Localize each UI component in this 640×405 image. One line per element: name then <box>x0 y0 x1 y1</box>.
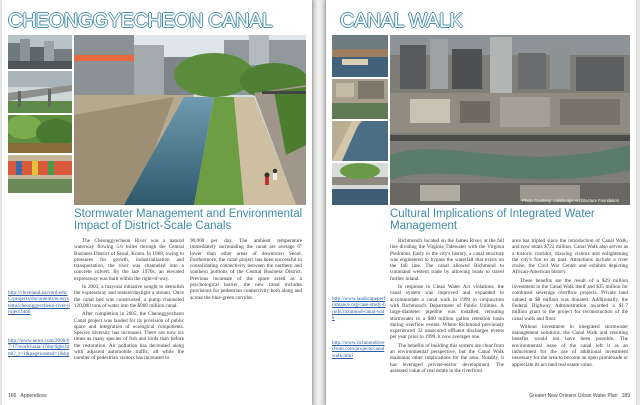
photo-richmond-aerial <box>390 35 630 205</box>
footer <box>8 393 47 399</box>
paragraph: The benefits of building this system are clear from an environmental perspective, but the Canal Walk maintains other implications for the area. Notably, it has leveraged private-sector development. The assessed value of real estate in the riverfront <box>390 342 504 374</box>
page-number: 189 <box>621 393 630 399</box>
photo-canal-bridge <box>332 163 388 205</box>
body-column-2 <box>190 238 302 303</box>
page-title: CHEONGGYECHEON CANAL <box>8 10 273 32</box>
paragraph: Richmond's located on the James River, at the fall line dividing the Virginia Tidewater with the Virginia Piedmont. Early in the city's history, a canal structure was engineered to bypass the waterfall that exists on the fall line. The canal allowed Richmond to command western trade by allowing boats to travel further inland. <box>390 238 504 282</box>
reference-link-1[interactable]: http://www.landscapeperformance.org/case-study-briefs/richmond-canal-walk <box>332 296 386 322</box>
body-column-1 <box>390 238 504 376</box>
page-title: CANAL WALK <box>340 10 463 32</box>
photo-canal-boat <box>332 35 388 77</box>
paragraph: These benefits are the result of a $29 million investment in the Canal Walk itself and $35 million for combined sewerage overflow projects. Private land valued at $8 million was donated. Additionally, the Federal Highway Administration awarded a $1.7 million grant to the project for reconstruction of the canal walls and floor. <box>512 277 628 322</box>
page-number: 166 <box>8 393 17 399</box>
section-subtitle: Cultural Implications of Integrated Water Management <box>390 208 595 232</box>
photo-canal-walk-path <box>332 121 388 161</box>
photo-skyline-old <box>8 35 72 69</box>
paragraph: Without investment in integrated stormwater management solutions, the Canal Walk and resulting benefits would not have been possible. The environmental issue of the canal left it as an inducement for the use of additional investment necessary for the area to become an open promenade or appreciate its accrued real estate value. <box>512 323 628 368</box>
photo-cheonggyecheon-canal <box>74 35 306 205</box>
paragraph: After completion in 2005, the Cheonggyecheon Canal project was lauded for its provision of public space and integration of ecological components. Species diversity has increased. There are now six times as many species of fish and birds than before the restoration. Air pollution has decreased along with adjacent automobile traffic, all while the number of pedestrian visitors has increased to <box>74 311 184 362</box>
photo-greenery <box>8 115 72 153</box>
paragraph: The Cheonggyecheon River was a natural waterway flowing 5.6 miles through the Central Business District of Seoul, Korea. In 1968, owing to pressures for growth, industrialization and transportation, the river was channeled into a concrete culvert. By the late 1970s, an elevated expressway was built within the right-of-way. <box>74 238 184 282</box>
photo-mural-wall <box>8 155 72 193</box>
reference-link-2[interactable]: http://www.richmondriverfront.com/projects/canalwalk.html <box>332 340 385 359</box>
paragraph: area has tripled since the introduction of Canal Walk, and now totals $722 million. Canal Walk also serves as a historic corridor, drawing visitors and enlightening the city's fun to its past. Attractions include a river cruise, the Civil War Center and exhibits depicting African-American history. <box>512 238 628 276</box>
right-page <box>326 0 636 405</box>
reference-link-2[interactable]: http://www.news.com/2008/07/17/world/asia/17daylight.html?_r=1&pagewanted=1&hp <box>8 338 70 357</box>
footer <box>529 393 630 399</box>
left-page <box>2 0 312 405</box>
book-gutter <box>312 0 326 405</box>
footer-label: Appendices <box>20 393 47 399</box>
footer-label: Greater New Orleans Urban Water Plan <box>529 393 618 399</box>
photo-riverfront-aerial <box>332 79 388 119</box>
section-subtitle: Stormwater Management and Environmental Impact of District-Scale Canals <box>74 208 303 232</box>
body-column-1 <box>74 238 184 364</box>
photo-credit: Photo Courtesy: Landscape Architecture Foundation <box>522 198 620 203</box>
body-column-2 <box>512 238 628 370</box>
paragraph: In 2003, a mayoral initiative sought to demolish the expressway and restore/daylight a stream. Once the canal bed was constructed, a pump channeled 120,000 tons of water into the $900 million canal. <box>74 284 184 309</box>
photo-expressway <box>8 71 72 113</box>
paragraph: 90,000 per day. The ambient temperature immediately surrounding the canal are average 6° lower than other areas of downtown Seoul. Furthermore, the canal project has been successful in consolidating connectivity between the northern and southern portions of the Central Business District. Previous incarnate of the space acted as a psychological barrier, the new canal includes provisions for pedestrian connectivity both along and across the blue-green corridor. <box>190 238 302 301</box>
reference-link-1[interactable]: http://cleveland.harvard.edu/G/projects/documents/ecosystems/cheonggyecheon-river-project.html <box>8 290 70 316</box>
paragraph: In response to Clean Water Act violations, the canal system was improved and expanded to accommodate a canal walk in 1999 in conjunction with Richmond's Department of Public Utilities. A large-diameter pipeline was installed, rerouting stormwater to a $80 million gallon retention basin during overflow events. Where Richmond previously experienced 32 unsecured effluent discharges events per year prior to 1999, it now averages one. <box>390 284 504 341</box>
